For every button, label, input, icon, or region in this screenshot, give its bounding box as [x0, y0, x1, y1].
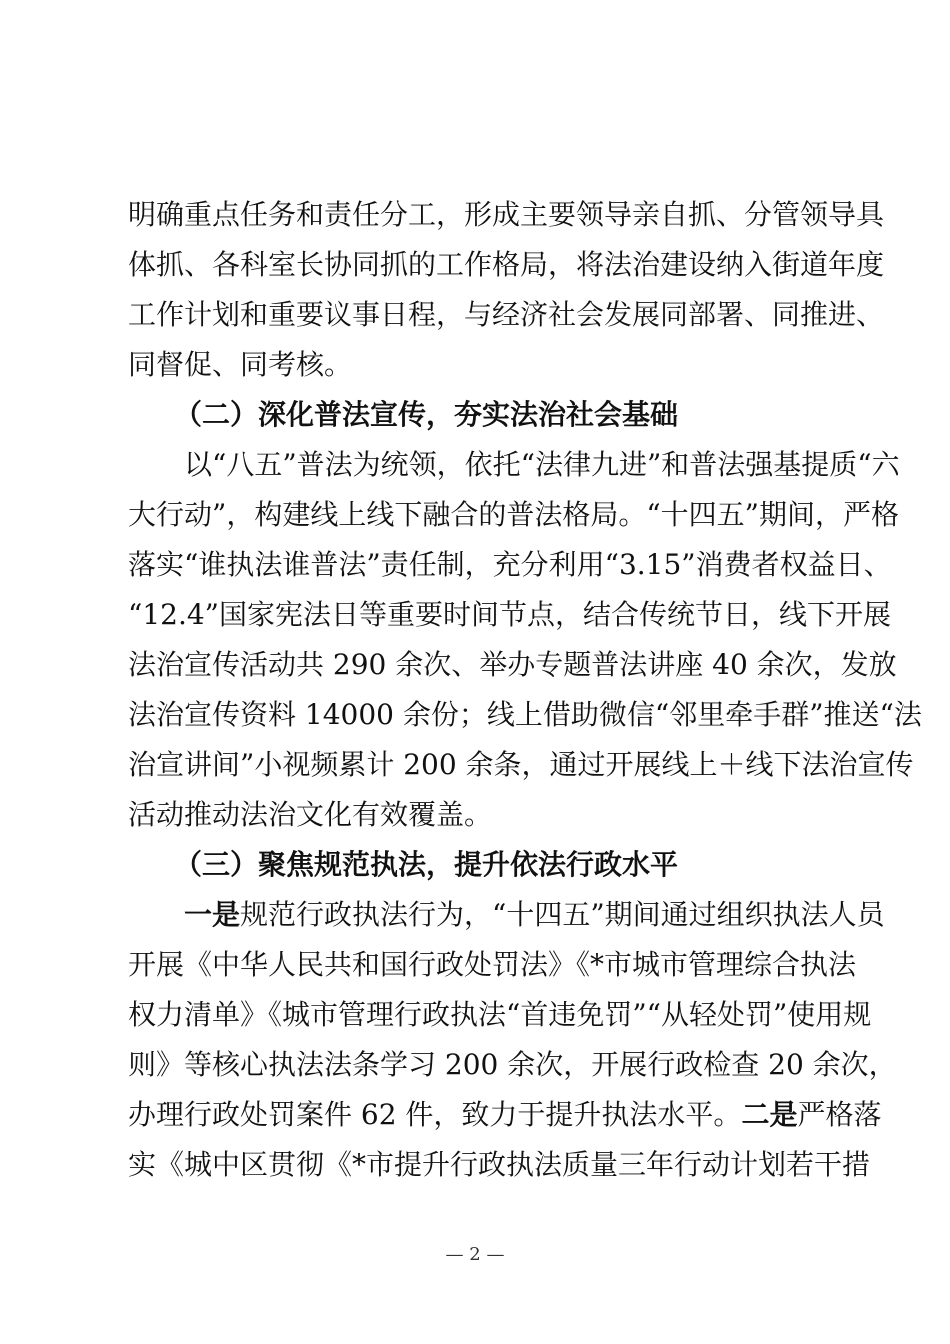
- document-body: [128, 190, 922, 1190]
- bold-marker: 一是: [184, 898, 241, 931]
- text-line: 同督促、同考核。: [128, 348, 353, 381]
- text-segment: 严格落: [797, 1098, 882, 1131]
- text-line: 治宣讲间”小视频累计 200 余条，通过开展线上＋线下法治宣传: [128, 748, 914, 781]
- text-segment: 规范行政执法行为，“十四五”期间通过组织执法人员: [240, 898, 885, 931]
- text-line: 以“八五”普法为统领，依托“法律九进”和普法强基提质“六: [184, 448, 900, 481]
- section-heading-3: （三）聚焦规范执法，提升依法行政水平: [174, 848, 679, 881]
- text-line: 落实“谁执法谁普法”责任制，充分利用“3.15”消费者权益日、: [128, 548, 892, 581]
- section-heading-2: （二）深化普法宣传，夯实法治社会基础: [174, 398, 679, 431]
- text-line: 工作计划和重要议事日程，与经济社会发展同部署、同推进、: [128, 298, 885, 331]
- text-line: 则》等核心执法法条学习 200 余次，开展行政检查 20 余次，: [128, 1048, 897, 1081]
- text-line: 法治宣传活动共 290 余次、举办专题普法讲座 40 余次，发放: [128, 648, 897, 681]
- text-segment: 办理行政处罚案件 62 件，致力于提升执法水平。: [128, 1098, 742, 1131]
- page-number: — 2 —: [445, 1244, 505, 1265]
- text-line: 实《城中区贯彻《*市提升行政执法质量三年行动计划若干措: [128, 1148, 871, 1181]
- text-line: [128, 890, 885, 940]
- bold-marker: 二是: [741, 1098, 798, 1131]
- text-line: 活动推动法治文化有效覆盖。: [128, 798, 493, 831]
- text-line: “12.4”国家宪法日等重要时间节点，结合传统节日，线下开展: [128, 598, 891, 631]
- text-line: 权力清单》《城市管理行政执法“首违免罚”“从轻处罚”使用规: [128, 998, 872, 1031]
- text-line: [128, 1090, 882, 1140]
- text-line: 开展《中华人民共和国行政处罚法》《*市城市管理综合执法: [128, 948, 857, 981]
- text-line: 大行动”，构建线上线下融合的普法格局。“十四五”期间，严格: [128, 498, 899, 531]
- text-line: 法治宣传资料 14000 余份；线上借助微信“邻里牵手群”推送“法: [128, 698, 922, 731]
- text-line: 体抓、各科室长协同抓的工作格局，将法治建设纳入街道年度: [128, 248, 885, 281]
- text-line: 明确重点任务和责任分工，形成主要领导亲自抓、分管领导具: [128, 198, 885, 231]
